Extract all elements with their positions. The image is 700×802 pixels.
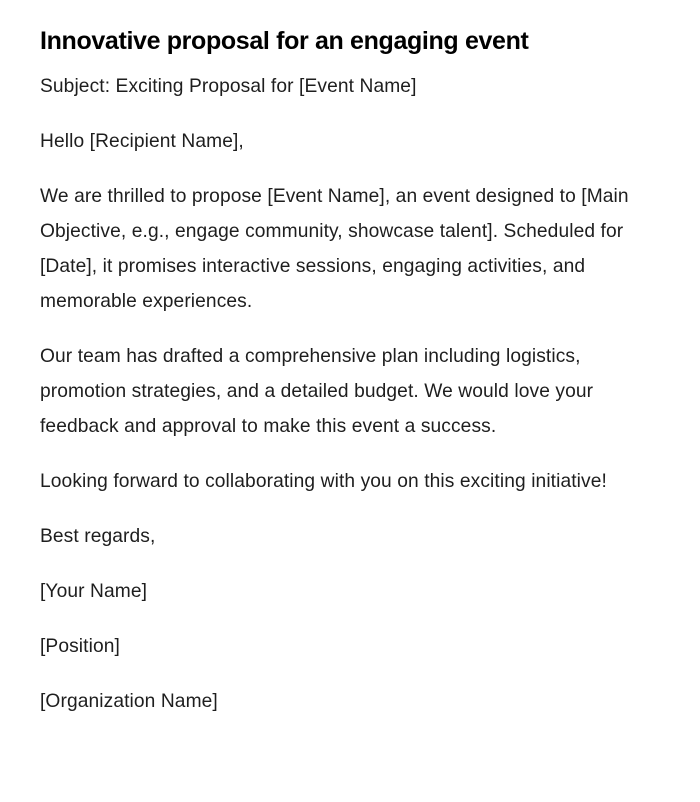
body-paragraph-closing-remark: Looking forward to collaborating with you on this exciting initiative! (40, 471, 607, 492)
signature-name: [Your Name] (40, 581, 148, 602)
document-title: Innovative proposal for an engaging event (40, 27, 529, 55)
body-paragraph-proposal: We are thrilled to propose [Event Name], an event designed to [Main Objective, e.g., engage community, showcase talent]. Scheduled for [Date], it promises interactive sessions, engaging activities, and memorable experiences. (40, 186, 629, 312)
greeting-line: Hello [Recipient Name], (40, 131, 244, 152)
signature-organization: [Organization Name] (40, 691, 218, 712)
subject-line: Subject: Exciting Proposal for [Event Name] (40, 76, 417, 97)
signature-position: [Position] (40, 636, 120, 657)
body-paragraph-plan: Our team has drafted a comprehensive plan including logistics, promotion strategies, and a detailed budget. We would love your feedback and approval to make this event a success. (40, 346, 594, 437)
closing-line: Best regards, (40, 526, 156, 547)
